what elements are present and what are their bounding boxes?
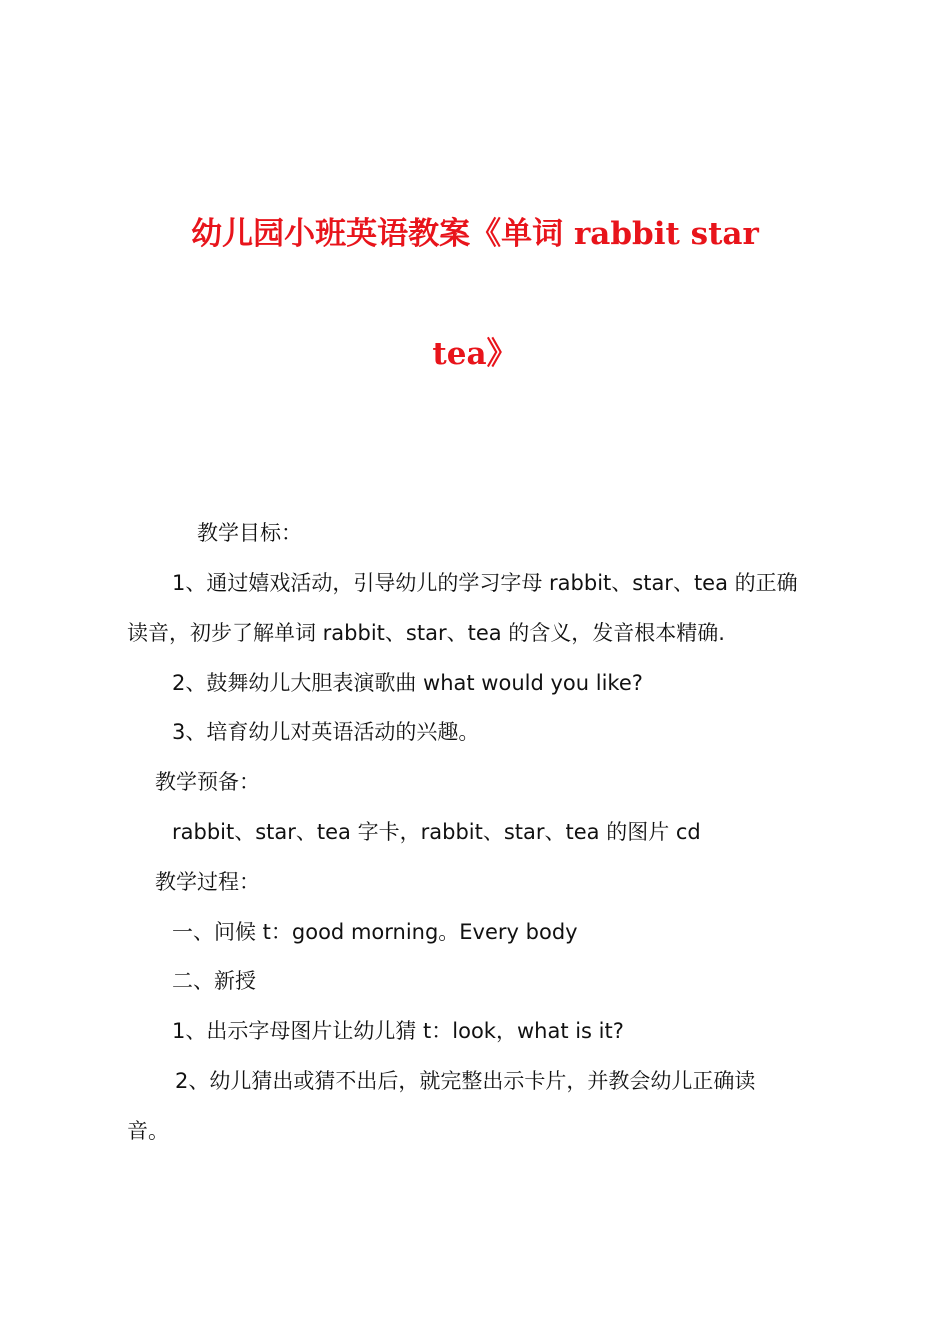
paragraph-goal-3: 3、培育幼儿对英语活动的兴趣。 [172, 720, 480, 744]
document-title-line-2: tea》 [432, 336, 518, 372]
paragraph-process-new-lesson: 二、新授 [172, 969, 256, 993]
paragraph-process-step-2-cont: 音。 [127, 1119, 169, 1143]
paragraph-process-step-2: 2、幼儿猜出或猜不出后，就完整出示卡片，并教会幼儿正确读 [175, 1069, 756, 1093]
paragraph-process-greeting: 一、问候 t：good morning。Every body [172, 920, 578, 944]
paragraph-goal-2: 2、鼓舞幼儿大胆表演歌曲 what would you like? [172, 671, 643, 695]
paragraph-process-step-1: 1、出示字母图片让幼儿猜 t：look，what is it? [172, 1019, 624, 1043]
heading-teaching-goals: 教学目标： [197, 521, 302, 545]
document-title-line-1: 幼儿园小班英语教案《单词 rabbit star [191, 216, 759, 252]
paragraph-goal-1-cont: 读音，初步了解单词 rabbit、star、tea 的含义，发音根本精确. [127, 621, 725, 645]
heading-teaching-process: 教学过程： [155, 870, 260, 894]
paragraph-goal-1: 1、通过嬉戏活动，引导幼儿的学习字母 rabbit、star、tea 的正确 [172, 571, 798, 595]
heading-teaching-prep: 教学预备： [155, 770, 260, 794]
paragraph-prep-materials: rabbit、star、tea 字卡，rabbit、star、tea 的图片 cd [172, 820, 701, 844]
